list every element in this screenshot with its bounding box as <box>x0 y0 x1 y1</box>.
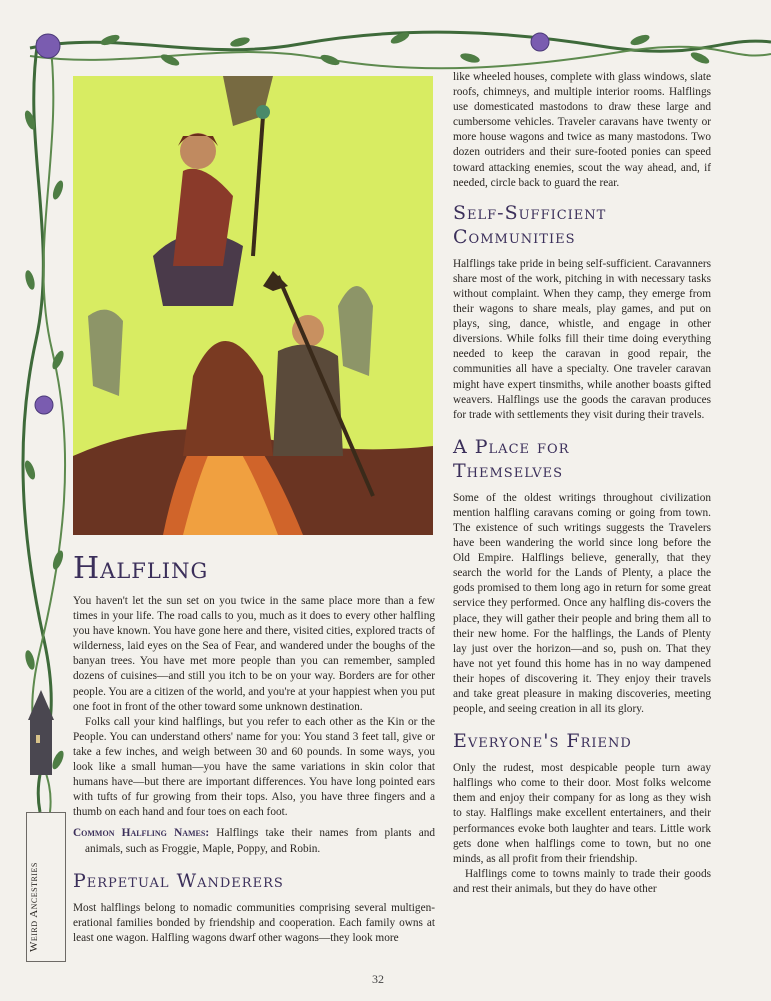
section-paragraph: Some of the oldest writings throughout civilization mention halfling caravans coming or going from town. The existence of such writings suggests the Travelers have been wandering the world since long before the Old Empire. Halflings believe, generally, that they search the world for the Lands of Plenty, a place the gods promised to them long ago in return for some great service they performed. Once any halfling dis-covers the place, they will gather their people and bring them all to their new home. For the halflings, the Lands of Plenty lay just over the horizon—and so, push on. That they have not yet found this home has in no way dampened their hopes of discovering it. They enjoy their travels and take great pleasure in making discoveries, meeting people, and seeing creation in all its glory. <box>453 491 711 716</box>
section-heading <box>453 201 711 249</box>
common-names-label: Common Halfling Names: <box>73 827 210 840</box>
section-heading-line: Communities <box>453 225 576 248</box>
common-names-text: Halflings take their names from plants and animals, such as Froggie, Maple, Poppy, and Robin. <box>85 827 436 855</box>
section-paragraph: Only the rudest, most despicable people turn away halflings who come to their door. Most folks welcome them and enjoy their company for as long as they wish to stay. Halflings make excellent entertainers, and their performances evoke both laughter and tears. Little work gets done when halflings come to town, but no one minds, as all profit from their friendship. <box>453 762 711 865</box>
right-column <box>453 70 711 897</box>
section-heading: Everyone's Friend <box>453 730 632 753</box>
section-heading <box>453 435 711 483</box>
left-column <box>73 550 435 946</box>
page-number: 32 <box>372 972 384 986</box>
section-heading-line: A Place for <box>453 435 570 458</box>
section-heading-line: Self-Sufficient <box>453 201 607 224</box>
section-heading-line: Themselves <box>453 459 564 482</box>
chapter-tab-label: Weird Ancestries <box>28 862 40 952</box>
intro-paragraph: Folks call your kind halflings, but you refer to each other as the Kin or the People. You can understand others' name for you: You stand 3 feet tall, give or take a few inches, and weigh between 30 and 60 pounds. In some ways, you look like a small human—you have the same variations in skin color that humans have—but there are important differences. You have long pointed ears with tufts of fur growing from their tops. Also, you have three fingers and a thumb on each hand and four toes on each foot. <box>73 715 435 819</box>
section-paragraph: Halflings take pride in being self-sufficient. Caravanners share most of the work, pitching in with necessary tasks without complaint. When they camp, they emerge from their wagons to share meals, play games, and put on plays, sing, dance, whistle, and engage in other diversions. While folks fill their time doing everything needed to keep the caravan in good repair, the communities all have a specialty. One traveler caravan might have expert tinsmiths, while another boasts gifted weavers. Halflings use the goods the caravan produces for trade with settlements they visit during their travels. <box>453 257 711 421</box>
halfling-illustration <box>73 76 433 535</box>
section-heading: Perpetual Wanderers <box>73 869 284 892</box>
page-title: Halfling <box>73 551 209 586</box>
section-paragraph: Most halflings belong to nomadic communities comprising several multigen-erational families bonded by friendship and cooperation. Each family owns at least one wagon. Halfling wagons dwarf other wagons—they look more <box>73 901 435 944</box>
section-paragraph: like wheeled houses, complete with glass windows, slate roofs, chimneys, and multiple interior rooms. Halflings use domesticated mastodons to draw these large and cumbersome vehicles. Traveler caravans have twenty or more house wagons and twice as many mastodons. Two dozen outriders and their sure-footed ponies can speed toward attacking enemies, scout the way ahead, and, if needed, circle back to guard the rear. <box>453 71 711 189</box>
common-names-paragraph <box>73 826 435 856</box>
section-paragraph: Halflings come to towns mainly to trade their goods and rest their animals, but they do have other <box>453 867 711 895</box>
intro-paragraph: You haven't let the sun set on you twice in the same place more than a few times in your life. The road calls to you, much as it does to every other halfling you have known. You have gone here and there, visited cities, explored tracts of wilderness, laid eyes on the Sea of Fear, and wandered under the boughs of the banyan trees. You have met more people than you can remember, sampled dozens of cuisines—and still you itch to be on your way. Borders are for other people. You are a citizen of the world, and you're at your happiest when you put one foot in front of the other toward some unknown destination. <box>73 595 435 713</box>
